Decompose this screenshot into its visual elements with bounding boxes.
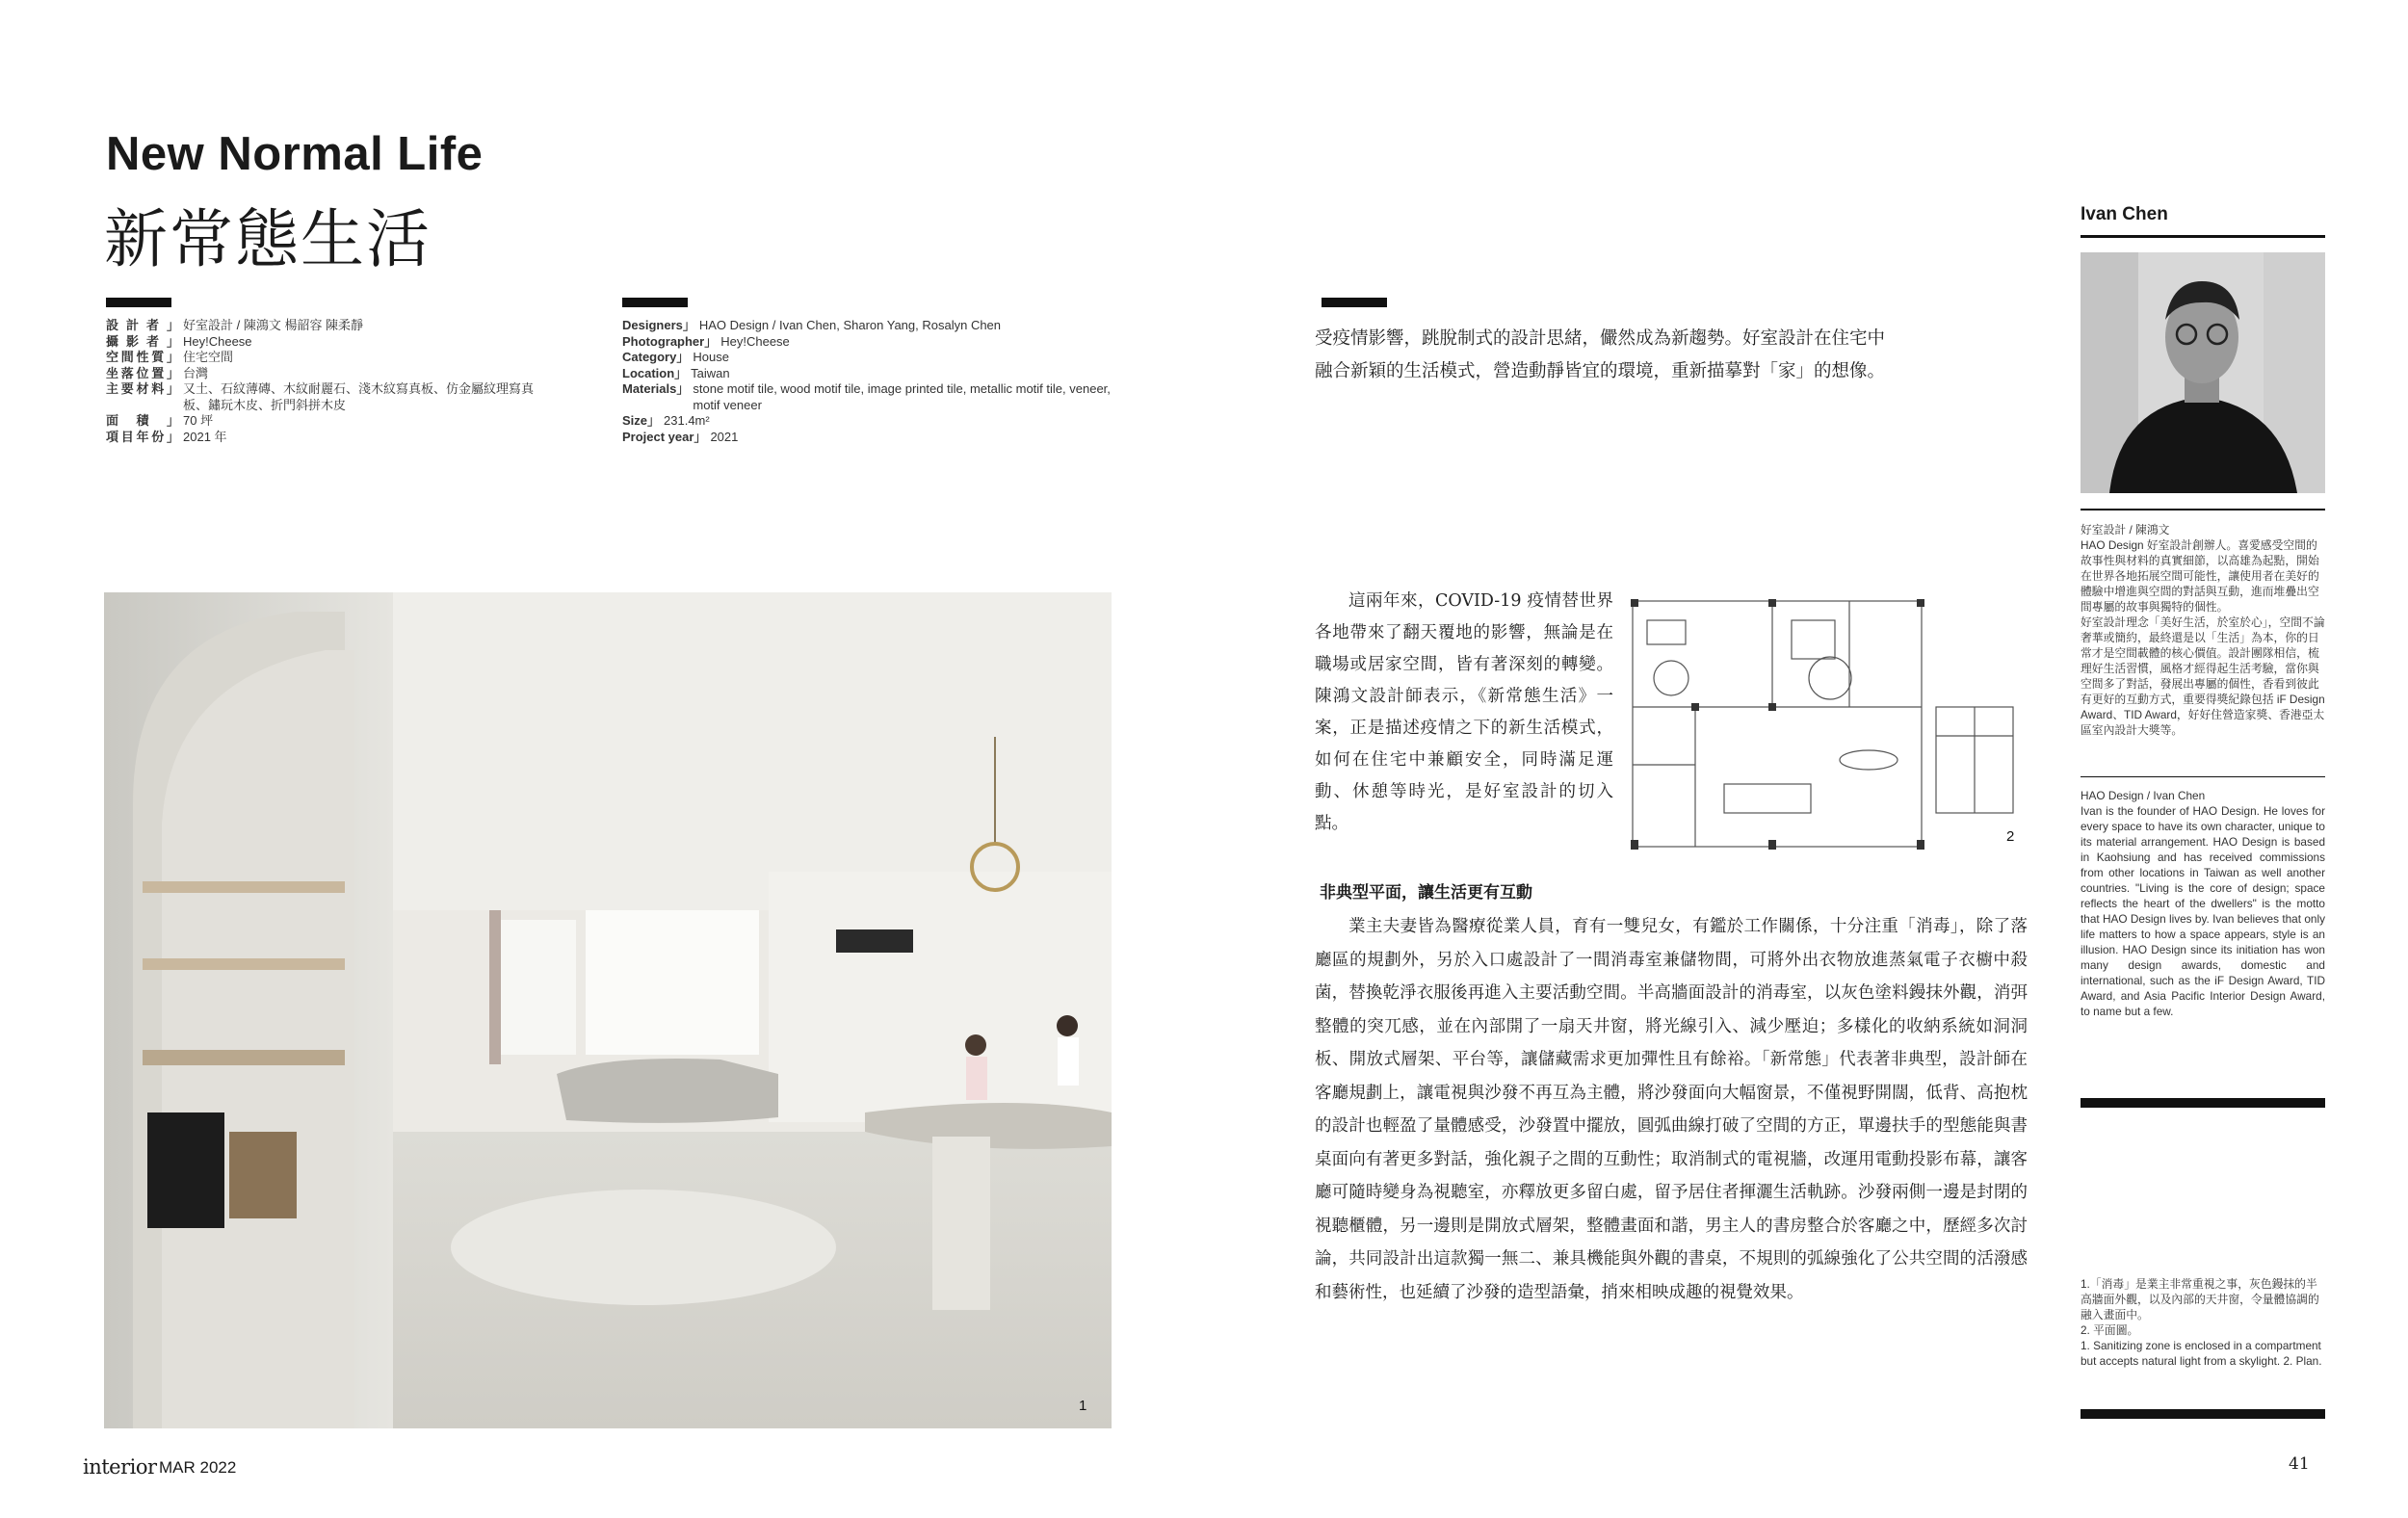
- designer-bio-zh: [2081, 522, 2325, 738]
- magazine-logo: interior: [83, 1455, 157, 1479]
- bio-line: HAO Design 好室設計創辦人。喜愛感受空間的故事性與材料的真實細節，以高雄為起點，開始在世界各地拓展空間可能性，讓使用者在美好的體驗中增進與空間的對話與互動，進而堆疊出空間專屬的故事與獨特的個性。: [2081, 538, 2319, 614]
- designer-name: Ivan Chen: [2081, 204, 2168, 224]
- body-text: 業主夫妻皆為醫療從業人員，育有一雙兒女，有鑑於工作關係，十分注重「消毒」，除了落廳區的規劃外，另於入口處設計了一間消毒室兼儲物間，可將外出衣物放進蒸氣電子衣櫥中殺菌，替換乾淨衣服後再進入主要活動空間。半高牆面設計的消毒室，以灰色塗料鏝抹外觀，消弭整體的突兀感，並在內部開了一扇天井窗，將光線引入、減少壓迫；多樣化的收納系統如洞洞板、開放式層架、平台等，讓儲藏需求更加彈性且有餘裕。「新常態」代表著非典型，設計師在客廳規劃上，讓電視與沙發不再互為主體，將沙發面向大幅窗景，不僅視野開闊，低背、高抱枕的設計也輕盈了量體感受，沙發置中擺放，圓弧曲線打破了空間的方正，單邊扶手的型態能與書桌面向有著更多對話，強化親子之間的互動性；取消制式的電視牆，改運用電動投影布幕，讓客廳可隨時變身為視聽室，亦釋放更多留白處，留予居住者揮灑生活軌跡。沙發兩側一邊是封閉的視聽櫃體，另一邊則是開放式層架，整體畫面和諧，男主人的書房整合於客廳之中，歷經多次討論，共同設計出這款獨一無二、兼具機能與外觀的書桌，不規則的弧線強化了公共空間的活潑感和藝術性，也延續了沙發的造型語彙，捎來相映成趣的視覺效果。: [1315, 917, 2028, 1302]
- credit-label: 項目年份」: [106, 429, 179, 444]
- credit-value: Hey!Cheese: [720, 333, 790, 349]
- credit-value: 2021 年: [183, 429, 227, 444]
- divider-bar: [1322, 298, 1387, 307]
- credit-label: Size」: [622, 413, 661, 428]
- credit-value: stone motif tile, wood motif tile, image printed tile, metallic motif tile, veneer, motif veneer: [693, 381, 1111, 412]
- credit-label: Materials」: [622, 381, 690, 396]
- sidebar-rule: [2081, 776, 2325, 777]
- credit-label: Project year」: [622, 429, 707, 444]
- divider-bar: [106, 298, 171, 307]
- caption-line: 1.「消毒」是業主非常重視之事，灰色鏝抹的半高牆面外觀，以及內部的天井窗，令量體協調的融入畫面中。: [2081, 1277, 2319, 1322]
- interior-photo-illustration: [104, 592, 1112, 1428]
- sidebar-rule: [2081, 509, 2325, 510]
- credit-label: 空間性質」: [106, 350, 179, 364]
- credit-value: House: [693, 350, 729, 364]
- bio-line: Ivan is the founder of HAO Design. He loves for every space to have its own character, unique to its material arrangement. HAO Design is based in Kaohsiung and has received commissions from other locations in Taiwan as well another countries. "Living is the core of design; space reflects the heart of the dwellers" is the motto that HAO Design lives by. Ivan believes that only life matters to how a space appears, style is an illusion. HAO Design since its initiation has won many design awards, domestic and international, such as the iF Design Award, TID Award, and Asia Pacific Interior Design Award, to name but a few.: [2081, 804, 2325, 1018]
- credit-label: Photographer」: [622, 333, 718, 349]
- interior-photo: [104, 592, 1112, 1428]
- designer-bio-en: [2081, 788, 2325, 1019]
- sidebar-bar: [2081, 1098, 2325, 1108]
- credit-label: 坐落位置」: [106, 365, 179, 380]
- sidebar-bar: [2081, 1409, 2325, 1419]
- credit-label: Location」: [622, 365, 688, 380]
- credit-value: 住宅空間: [183, 350, 234, 364]
- portrait-illustration: [2081, 252, 2325, 493]
- credit-value: HAO Design / Ivan Chen, Sharon Yang, Rosalyn Chen: [698, 318, 1002, 332]
- credits-en: [622, 318, 1123, 445]
- credit-value: 台灣: [183, 365, 209, 380]
- issue-date: MAR 2022: [159, 1458, 237, 1477]
- article-title-en: New Normal Life: [106, 128, 484, 180]
- article-title-zh: 新常態生活: [104, 202, 432, 276]
- section-subhead: 非典型平面，讓生活更有互動: [1320, 883, 1532, 903]
- bio-line: 好室設計理念「美好生活，於室於心」，空間不論奢華或簡約，最終還是以「生活」為本，你的日常才是空間載體的核心價值。設計團隊相信，梳理好生活習慣，風格才經得起生活考驗，當你與空間多了對話，發展出專屬的個性，香看到彼此有更好的互動方式，重要得獎紀錄包括 iF Design Award、TID Award，好好住營造家獎、香港亞太區室內設計大獎等。: [2081, 615, 2325, 737]
- figure-number: 2: [2006, 828, 2015, 845]
- floor-plan-drawing: [1628, 591, 2023, 856]
- credit-value: 70 坪: [183, 413, 214, 428]
- credit-value: 2021: [710, 429, 739, 444]
- bio-line: 好室設計 / 陳鴻文: [2081, 523, 2170, 537]
- credit-value: 231.4m²: [664, 413, 710, 428]
- credit-label: 面積」: [106, 413, 179, 428]
- credit-value: Taiwan: [691, 365, 730, 380]
- credit-label: 攝影者」: [106, 333, 179, 349]
- figure-number: 1: [1079, 1398, 1087, 1414]
- figure-captions: [2081, 1276, 2325, 1369]
- bio-line: HAO Design / Ivan Chen: [2081, 789, 2206, 802]
- credit-value: 又土、石紋薄磚、木紋耐麗石、淺木紋寫真板、仿金屬紋理寫真板、鏽玩木皮、折門斜拼木皮: [183, 381, 535, 412]
- credits-zh: [106, 318, 539, 445]
- page-number: 41: [2289, 1454, 2310, 1474]
- floor-plan: [1628, 591, 2023, 856]
- caption-line: 2. 平面圖。: [2081, 1323, 2139, 1337]
- designer-portrait: [2081, 252, 2325, 493]
- credit-value: Hey!Cheese: [183, 333, 252, 349]
- credit-label: 設計者」: [106, 318, 179, 332]
- credit-label: Category」: [622, 350, 690, 364]
- caption-line: 1. Sanitizing zone is enclosed in a compartment but accepts natural light from a skylight. 2. Plan.: [2081, 1339, 2322, 1368]
- credit-value: 好室設計 / 陳鴻文 楊韶容 陳柔靜: [183, 318, 364, 332]
- sidebar-rule: [2081, 235, 2325, 238]
- lead-paragraph: 受疫情影響，跳脫制式的設計思緒，儼然成為新趨勢。好室設計在住宅中融合新穎的生活模式，營造動靜皆宜的環境，重新描摹對「家」的想像。: [1315, 328, 1886, 381]
- credit-label: 主要材料」: [106, 381, 179, 396]
- divider-bar: [622, 298, 688, 307]
- credit-label: Designers」: [622, 318, 695, 332]
- intro-paragraph: 這兩年來，COVID-19 疫情替世界各地帶來了翻天覆地的影響，無論是在職場或居家空間，皆有著深刻的轉變。陳鴻文設計師表示，《新常態生活》一案，正是描述疫情之下的新生活模式，如何在住宅中兼顧安全，同時滿足運動、休憩等時光，是好室設計的切入點。: [1315, 591, 1613, 833]
